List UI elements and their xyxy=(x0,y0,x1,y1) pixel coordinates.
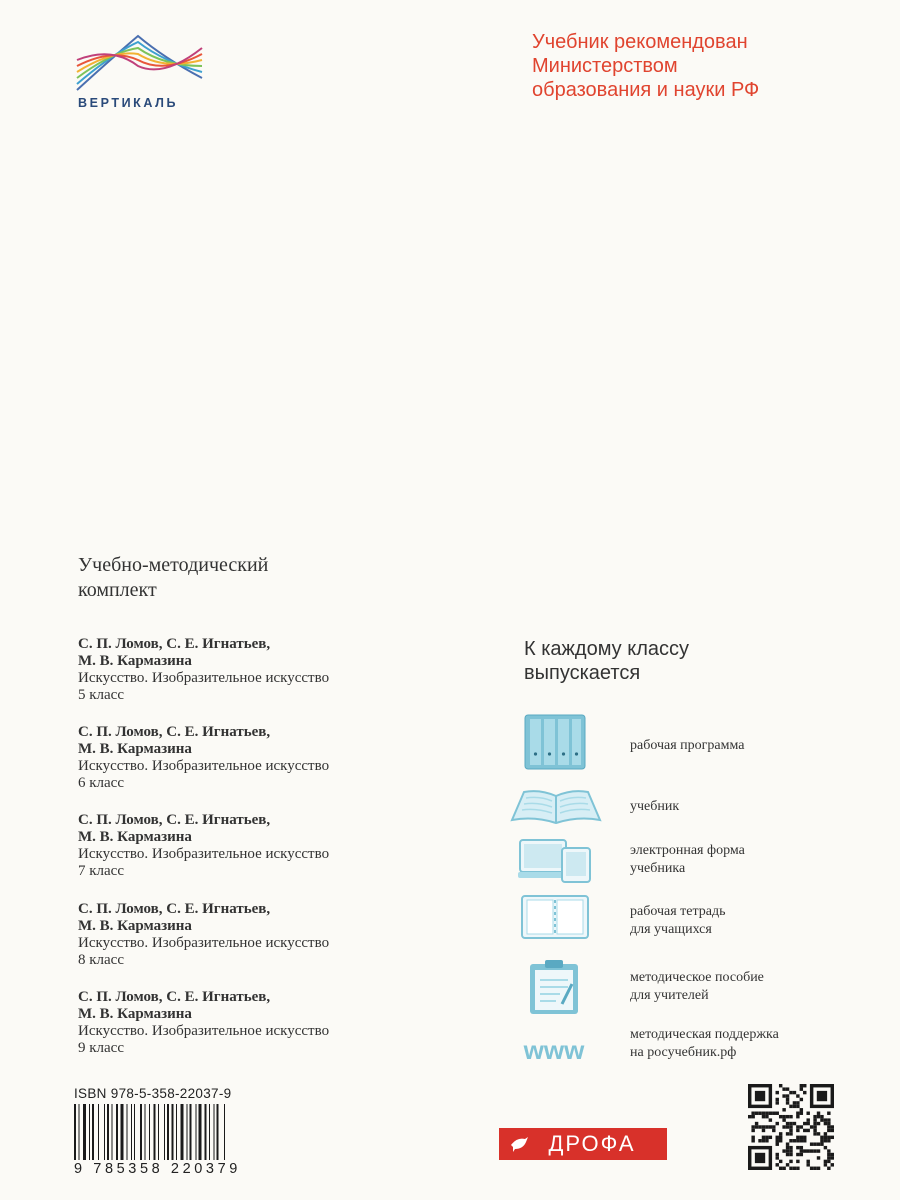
kit-heading-line: комплект xyxy=(78,579,157,601)
notebook-icon xyxy=(520,894,590,940)
item-label-line: рабочая программа xyxy=(630,738,745,753)
book-authors: М. В. Кармазина xyxy=(78,918,192,934)
book-title: Искусство. Изобразительное искусство xyxy=(78,670,330,686)
book-title: Искусство. Изобразительное искусство xyxy=(78,846,330,862)
book-entry xyxy=(78,989,418,1057)
item-label-line: на росучебник.рф xyxy=(630,1045,737,1060)
item-label-line: для учителей xyxy=(630,988,709,1003)
recommendation-line: образования и науки РФ xyxy=(532,79,760,101)
book-title: Искусство. Изобразительное искусство xyxy=(78,935,330,951)
recommendation-line: Учебник рекомендован xyxy=(532,31,748,53)
www-icon xyxy=(510,1036,598,1066)
item-label-line: электронная форма xyxy=(630,843,745,858)
book-authors: С. П. Ломов, С. Е. Игнатьев, xyxy=(78,901,271,917)
item-label-line: учебника xyxy=(630,861,686,876)
item-label xyxy=(630,1026,860,1062)
item-label xyxy=(630,903,860,939)
open-book-icon xyxy=(510,786,602,826)
item-label xyxy=(630,737,860,755)
book-title: Искусство. Изобразительное искусство xyxy=(78,1023,330,1039)
book-entry xyxy=(78,636,418,704)
barcode-icon xyxy=(74,1104,274,1160)
item-label xyxy=(630,842,860,878)
each-class-heading-line: выпускается xyxy=(524,662,641,684)
kit-heading xyxy=(78,553,268,603)
book-authors: С. П. Ломов, С. Е. Игнатьев, xyxy=(78,989,271,1005)
book-authors: С. П. Ломов, С. Е. Игнатьев, xyxy=(78,812,271,828)
binder-icon xyxy=(524,714,586,770)
www-text: www xyxy=(523,1036,585,1065)
book-grade: 8 класс xyxy=(78,952,124,968)
kit-heading-line: Учебно-методический xyxy=(78,554,269,576)
drofa-logo xyxy=(499,1128,667,1160)
publisher-name: ДРОФА xyxy=(548,1131,636,1156)
book-entry xyxy=(78,901,418,969)
item-label-line: рабочая тетрадь xyxy=(630,904,726,919)
item-label-line: методическое пособие xyxy=(630,970,764,985)
book-grade: 7 класс xyxy=(78,863,124,879)
logo-wordmark: ВЕРТИКАЛЬ xyxy=(78,96,179,110)
item-label-line: методическая поддержка xyxy=(630,1027,779,1042)
book-entry xyxy=(78,812,418,880)
vertikal-logo xyxy=(72,28,212,118)
clipboard-icon xyxy=(528,958,580,1016)
item-label-line: учебник xyxy=(630,799,680,814)
book-authors: С. П. Ломов, С. Е. Игнатьев, xyxy=(78,636,271,652)
book-entry xyxy=(78,724,418,792)
recommendation-line: Министерством xyxy=(532,55,678,77)
book-authors: М. В. Кармазина xyxy=(78,741,192,757)
book-authors: М. В. Кармазина xyxy=(78,1006,192,1022)
item-label-line: для учащихся xyxy=(630,922,712,937)
item-label xyxy=(630,969,860,1005)
book-grade: 5 класс xyxy=(78,687,124,703)
item-label xyxy=(630,798,860,816)
book-authors: М. В. Кармазина xyxy=(78,829,192,845)
ministry-recommendation xyxy=(532,30,852,102)
book-grade: 9 класс xyxy=(78,1040,124,1056)
book-grade: 6 класс xyxy=(78,775,124,791)
devices-icon xyxy=(518,838,594,884)
each-class-heading-line: К каждому классу xyxy=(524,638,689,660)
rainbow-arches-icon xyxy=(72,28,212,98)
isbn-text: ISBN 978-5-358-22037-9 xyxy=(74,1086,232,1101)
book-authors: С. П. Ломов, С. Е. Игнатьев, xyxy=(78,724,271,740)
book-title: Искусство. Изобразительное искусство xyxy=(78,758,330,774)
qr-code-icon xyxy=(748,1084,834,1170)
book-authors: М. В. Кармазина xyxy=(78,653,192,669)
each-class-heading xyxy=(524,637,689,685)
barcode-digits: 9 785358 220379 xyxy=(74,1161,241,1177)
bird-icon xyxy=(509,1135,529,1153)
